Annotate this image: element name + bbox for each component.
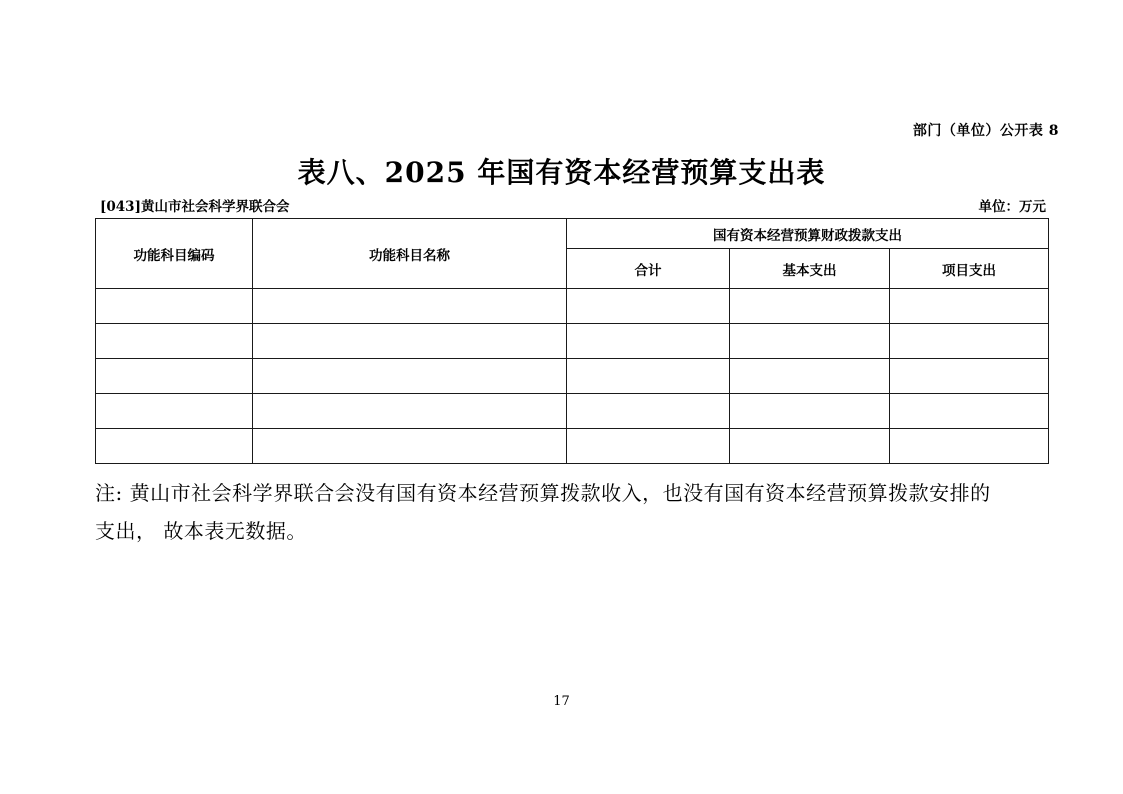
- column-header-basic-expenditure: 基本支出: [730, 249, 890, 289]
- table-cell: [567, 324, 730, 359]
- table-cell: [730, 289, 890, 324]
- org-label: [043]黄山市社会科学界联合会: [100, 199, 290, 215]
- table-cell: [730, 394, 890, 429]
- table-cell: [730, 324, 890, 359]
- table-note: [95, 474, 1043, 550]
- table-cell: [730, 359, 890, 394]
- table-cell: [96, 394, 253, 429]
- table-cell: [96, 324, 253, 359]
- table-row: [96, 429, 1049, 464]
- table-body: [96, 289, 1049, 464]
- column-header-function-name: 功能科目名称: [253, 219, 567, 289]
- budget-expenditure-table: [95, 218, 1049, 464]
- table-cell: [890, 429, 1049, 464]
- corner-label: 部门（单位）公开表 8: [912, 123, 1059, 139]
- table-cell: [567, 394, 730, 429]
- table-cell: [890, 394, 1049, 429]
- table-cell: [567, 289, 730, 324]
- table-cell: [567, 429, 730, 464]
- unit-label: 单位：万元: [978, 199, 1046, 215]
- table-cell: [567, 359, 730, 394]
- table-cell: [253, 429, 567, 464]
- page-number: 17: [553, 694, 570, 709]
- note-line-1: 注: 黄山市社会科学界联合会没有国有资本经营预算拨款收入，也没有国有资本经营预算拨款安排的: [95, 481, 991, 505]
- table-cell: [96, 289, 253, 324]
- table-meta-row: [100, 195, 1046, 215]
- column-header-total: 合计: [567, 249, 730, 289]
- table-cell: [730, 429, 890, 464]
- table-row: [96, 359, 1049, 394]
- table-cell: [890, 289, 1049, 324]
- table-cell: [253, 359, 567, 394]
- table-cell: [890, 324, 1049, 359]
- table-cell: [253, 394, 567, 429]
- table-row: [96, 289, 1049, 324]
- table-cell: [890, 359, 1049, 394]
- column-group-header-fiscal-appropriation: 国有资本经营预算财政拨款支出: [567, 219, 1049, 249]
- table-cell: [96, 359, 253, 394]
- column-header-function-code: 功能科目编码: [96, 219, 253, 289]
- note-line-2: 支出， 故本表无数据。: [95, 519, 307, 543]
- column-header-project-expenditure: 项目支出: [890, 249, 1049, 289]
- page-title: 表八、2025 年国有资本经营预算支出表: [297, 156, 826, 189]
- table-cell: [253, 289, 567, 324]
- table-row: [96, 394, 1049, 429]
- table-header-row-1: [96, 219, 1049, 249]
- table-row: [96, 324, 1049, 359]
- table-cell: [253, 324, 567, 359]
- table-cell: [96, 429, 253, 464]
